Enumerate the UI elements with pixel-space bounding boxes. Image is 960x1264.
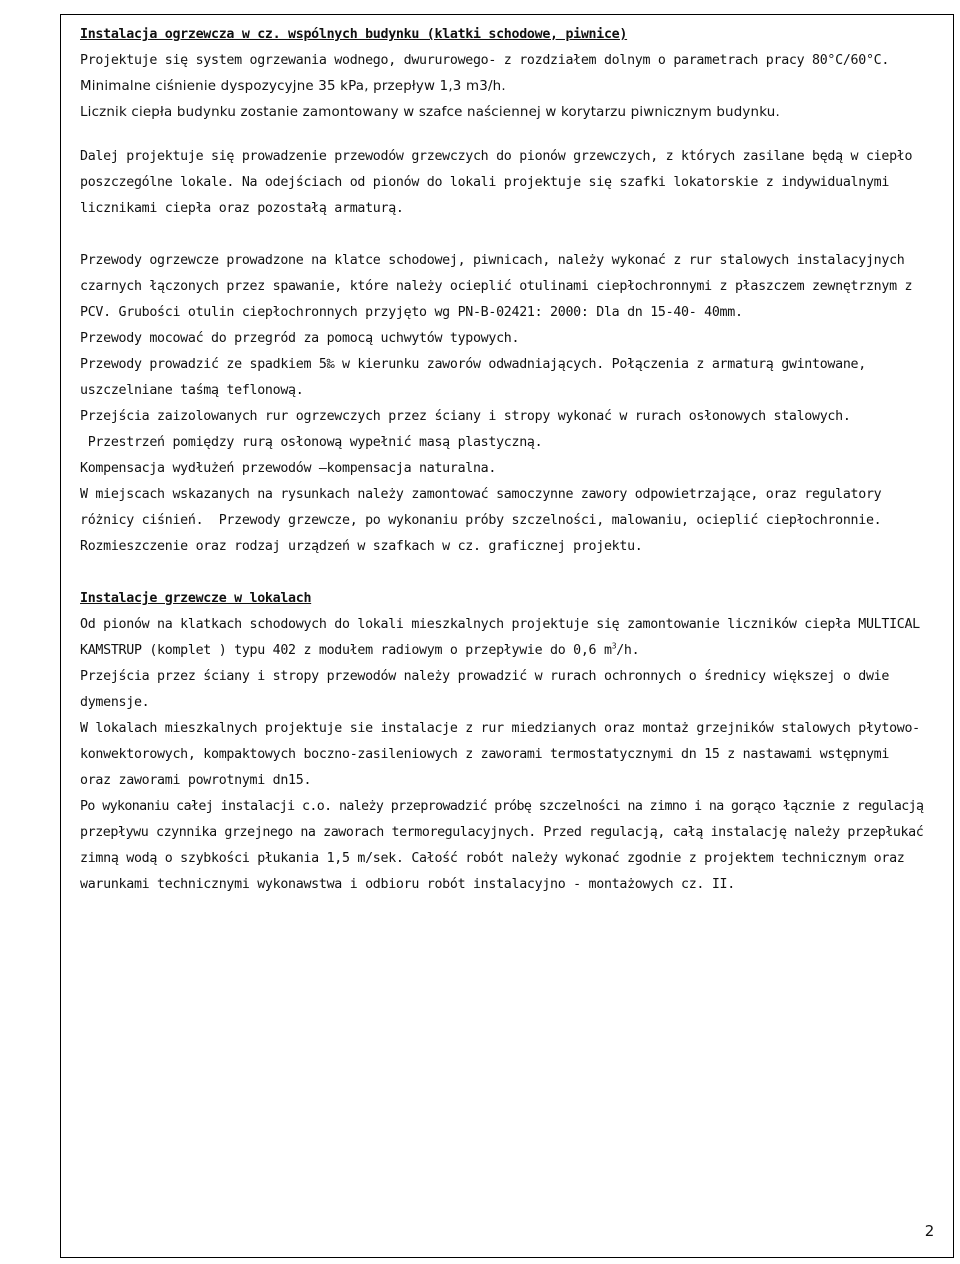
text-line: W miejscach wskazanych na rysunkach należy zamontować samoczynne zawory odpowietrzające, oraz regulatory bbox=[80, 487, 882, 502]
text-line: uszczelniane taśmą teflonową. bbox=[80, 383, 304, 398]
text-line: przepływu czynnika grzejnego na zaworach termoregulacyjnych. Przed regulacją, całą instalację należy przepłukać bbox=[80, 825, 924, 840]
paragraph-gap bbox=[80, 222, 925, 248]
text-line: Minimalne ciśnienie dyspozycyjne 35 kPa, przepływ 1,3 m3/h. bbox=[80, 79, 506, 94]
text-line: Rozmieszczenie oraz rodzaj urządzeń w szafkach w cz. graficznej projektu. bbox=[80, 539, 643, 554]
page-number: 2 bbox=[924, 1222, 934, 1240]
text-fragment: /h. bbox=[616, 643, 640, 658]
superscript: 3 bbox=[611, 641, 617, 651]
section-heading-common-areas: Instalacja ogrzewcza w cz. wspólnych budynku (klatki schodowe, piwnice) bbox=[80, 27, 628, 42]
text-line: warunkami technicznymi wykonawstwa i odbioru robót instalacyjno - montażowych cz. II. bbox=[80, 877, 735, 892]
text-line: Licznik ciepła budynku zostanie zamontowany w szafce naściennej w korytarzu piwnicznym budynku. bbox=[80, 105, 780, 120]
text-line: zimną wodą o szybkości płukania 1,5 m/sek. Całość robót należy wykonać zgodnie z projektem technicznym oraz bbox=[80, 851, 905, 866]
text-line: Od pionów na klatkach schodowych do lokali mieszkalnych projektuje się zamontowanie liczników ciepła MULTICAL bbox=[80, 617, 920, 632]
text-line: Przewody mocować do przegród za pomocą uchwytów typowych. bbox=[80, 331, 520, 346]
document-body bbox=[80, 22, 925, 898]
text-line: PCV. Grubości otulin ciepłochronnych przyjęto wg PN-B-02421: 2000: Dla dn 15-40- 40mm. bbox=[80, 305, 743, 320]
text-line: Dalej projektuje się prowadzenie przewodów grzewczych do pionów grzewczych, z których zasilane będą w ciepło bbox=[80, 149, 913, 164]
section-heading-apartments: Instalacje grzewcze w lokalach bbox=[80, 591, 312, 606]
text-line: czarnych łączonych przez spawanie, które należy ocieplić otulinami ciepłochronnymi z płaszczem zewnętrznym z bbox=[80, 279, 913, 294]
text-line: licznikami ciepła oraz pozostałą armaturą. bbox=[80, 201, 404, 216]
text-line: poszczególne lokale. Na odejściach od pionów do lokali projektuje się szafki lokatorskie z indywidualnymi bbox=[80, 175, 890, 190]
text-line: konwektorowych, kompaktowych boczno-zasileniowych z zaworami termostatycznymi dn 15 z nastawami wstępnymi bbox=[80, 747, 890, 762]
text-line: Przejścia przez ściany i stropy przewodów należy prowadzić w rurach ochronnych o średnicy większej o dwie bbox=[80, 669, 890, 684]
text-line: Projektuje się system ogrzewania wodnego, dwururowego- z rozdziałem dolnym o parametrach pracy 80°C/60°C. bbox=[80, 53, 890, 68]
text-line: Przejścia zaizolowanych rur ogrzewczych przez ściany i stropy wykonać w rurach osłonowych stalowych. bbox=[80, 409, 851, 424]
text-line: W lokalach mieszkalnych projektuje sie instalacje z rur miedzianych oraz montaż grzejników stalowych płytowo- bbox=[80, 721, 920, 736]
text-line: dymensje. bbox=[80, 695, 150, 710]
text-line: Przewody prowadzić ze spadkiem 5‰ w kierunku zaworów odwadniających. Połączenia z armaturą gwintowane, bbox=[80, 357, 866, 372]
text-line: oraz zaworami powrotnymi dn15. bbox=[80, 773, 312, 788]
paragraph-gap bbox=[80, 560, 925, 586]
text-line: Przewody ogrzewcze prowadzone na klatce schodowej, piwnicach, należy wykonać z rur stalowych instalacyjnych bbox=[80, 253, 905, 268]
text-line: Po wykonaniu całej instalacji c.o. należy przeprowadzić próbę szczelności na zimno i na gorąco łącznie z regulacją bbox=[80, 799, 924, 814]
text-line: Przestrzeń pomiędzy rurą osłonową wypełnić masą plastyczną. bbox=[80, 435, 543, 450]
text-line: różnicy ciśnień. Przewody grzewcze, po wykonaniu próby szczelności, malowaniu, ocieplić ciepłochronnie. bbox=[80, 513, 882, 528]
text-line: Kompensacja wydłużeń przewodów –kompensacja naturalna. bbox=[80, 461, 497, 476]
text-fragment: KAMSTRUP (komplet ) typu 402 z modułem radiowym o przepływie do 0,6 m bbox=[80, 643, 612, 658]
text-line bbox=[80, 638, 925, 664]
